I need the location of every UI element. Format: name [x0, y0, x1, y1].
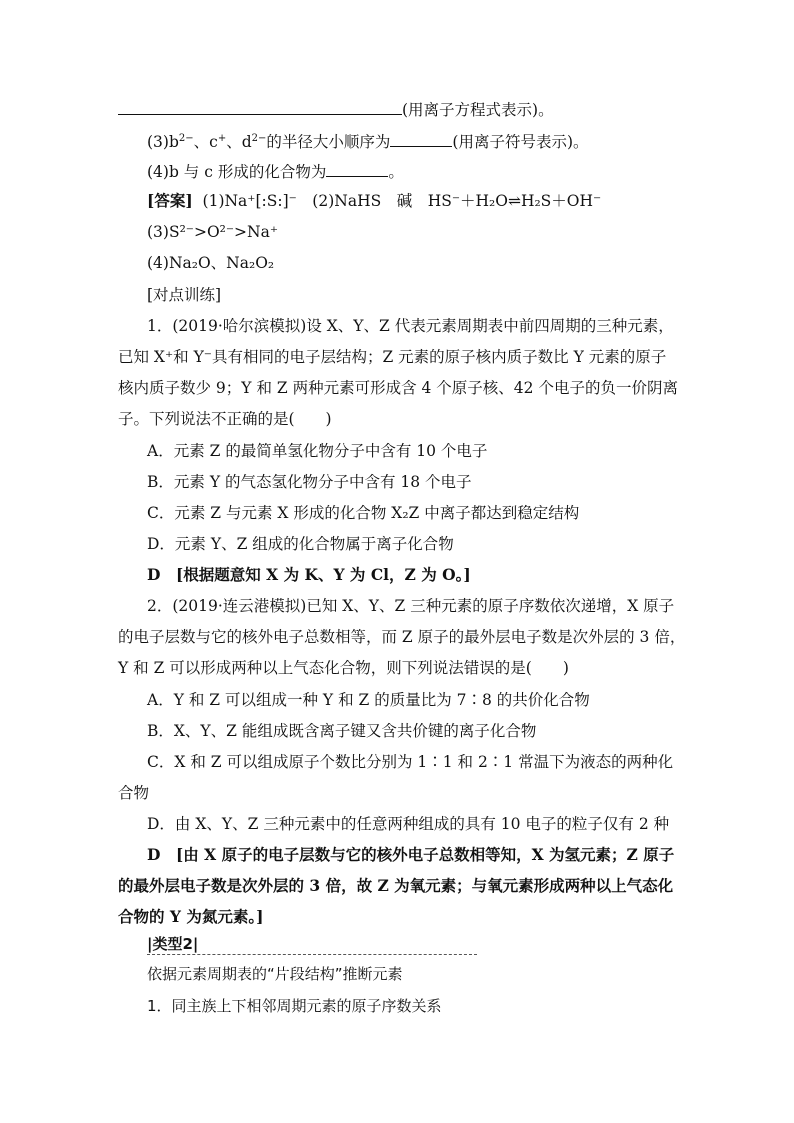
q2-stem-line-3: Y 和 Z 可以形成两种以上气态化合物，则下列说法错误的是( ) — [118, 659, 569, 677]
q1-stem-line-4: 子。下列说法不正确的是( ) — [118, 410, 332, 428]
answer-line-2: (3)S²⁻>O²⁻>Na⁺ — [147, 223, 279, 241]
q2-stem-line-1: 2．(2019·连云港模拟)已知 X、Y、Z 三种元素的原子序数依次递增，X 原子 — [147, 597, 675, 615]
q2-answer-line-1: D [由 X 原子的电子层数与它的核外电子总数相等知，X 为氢元素；Z 原子 — [147, 845, 675, 864]
q1-stem-line-2: 已知 X⁺和 Y⁻具有相同的电子层结构；Z 元素的原子核内质子数比 Y 元素的原子 — [118, 348, 667, 366]
q1-option-a: A．元素 Z 的最简单氢化物分子中含有 10 个电子 — [147, 442, 488, 460]
q2-stem-line-2: 的电子层数与它的核外电子总数相等，而 Z 原子的最外层电子数是次外层的 3 倍， — [118, 628, 686, 646]
answer-line-3: (4)Na₂O、Na₂O₂ — [147, 254, 275, 272]
section-item-1: 1．同主族上下相邻周期元素的原子序数关系 — [147, 997, 442, 1015]
fill-line-ionic-equation: (用离子方程式表示)。 — [118, 98, 554, 120]
section-tag-type2: |类型2| — [147, 935, 199, 953]
answer-blank — [326, 160, 388, 177]
q2-answer-line-2: 的最外层电子数是次外层的 3 倍，故 Z 为氧元素；与氧元素形成两种以上气态化 — [118, 876, 674, 895]
q1-stem-line-1: 1．(2019·哈尔滨模拟)设 X、Y、Z 代表元素周期表中前四周期的三种元素， — [147, 317, 674, 335]
q2-option-c-line-1: C．X 和 Z 可以组成原子个数比分别为 1∶1 和 2∶1 常温下为液态的两种化 — [147, 753, 674, 771]
q1-option-b: B．元素 Y 的气态氢化物分子中含有 18 个电子 — [147, 473, 472, 491]
answer-blank — [118, 98, 402, 115]
q1-option-c: C．元素 Z 与元素 X 形成的化合物 X₂Z 中离子都达到稳定结构 — [147, 504, 580, 522]
q2-answer-line-3: 合物的 Y 为氮元素。] — [118, 907, 264, 926]
answer-label: [答案] — [147, 191, 193, 210]
q2-option-c-line-2: 合物 — [118, 784, 150, 802]
answer-line-1: [答案] (1)Na⁺[:S:]⁻ (2)NaHS 碱 HS⁻＋H₂O⇌H₂S＋OH⁻ — [147, 191, 602, 210]
q1-answer: D [根据题意知 X 为 K、Y 为 Cl，Z 为 O。] — [147, 565, 471, 584]
q2-option-a: A．Y 和 Z 可以组成一种 Y 和 Z 的质量比为 7∶8 的共价化合物 — [147, 691, 590, 709]
q3-radius-order: $(3)b^{2-}$、c+、$d^{2-}$的半径大小顺序为 (用离子符号表示)。 — [147, 129, 589, 152]
q2-option-d: D．由 X、Y、Z 三种元素中的任意两种组成的具有 10 电子的粒子仅有 2 种 — [147, 815, 670, 833]
answer-blank — [390, 130, 452, 147]
q1-stem-line-3: 核内质子数少 9；Y 和 Z 两种元素可形成含 4 个原子核、42 个电子的负一价阴离 — [118, 379, 678, 397]
section-divider — [147, 954, 477, 955]
q4-compound: (4)b 与 c 形成的化合物为 。 — [147, 160, 404, 182]
training-label: [对点训练] — [147, 286, 222, 304]
q2-option-b: B．X、Y、Z 能组成既含离子键又含共价键的离子化合物 — [147, 722, 537, 740]
q1-option-d: D．元素 Y、Z 组成的化合物属于离子化合物 — [147, 535, 454, 553]
section-title: 依据元素周期表的“片段结构”推断元素 — [147, 965, 403, 983]
